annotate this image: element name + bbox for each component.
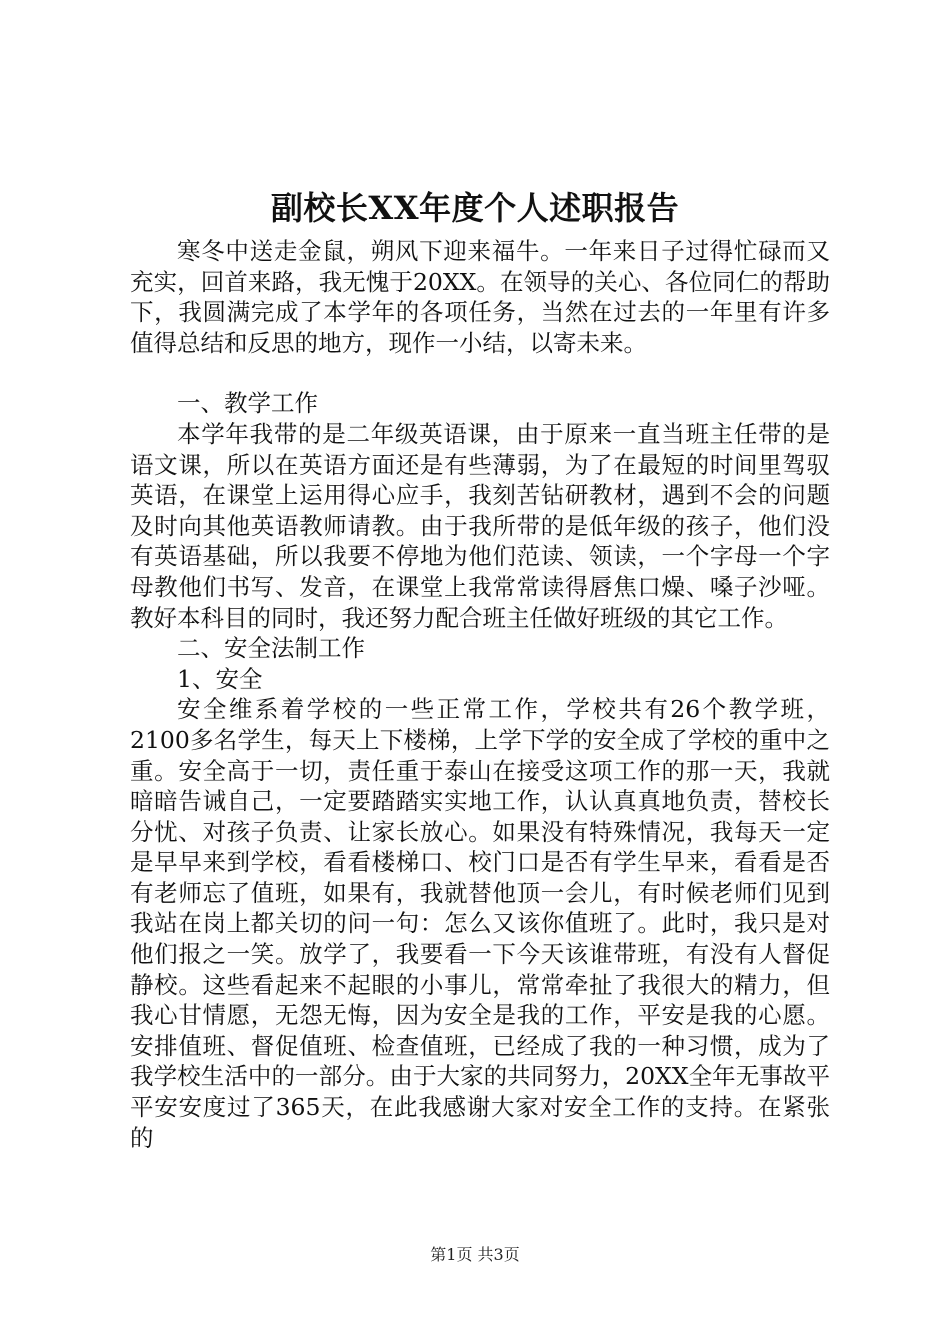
section-heading-teaching: 一、教学工作 [177,389,318,418]
intro-paragraph: 寒冬中送走金鼠，朔风下迎来福牛。一年来日子过得忙碌而又充实，回首来路，我无愧于20XX。在领导的关心、各位同仁的帮助下，我圆满完成了本学年的各项任务，当然在过去的一年里有许多值得总结和反思的地方，现作一小结，以寄未来。 [130,237,830,357]
safety-paragraph: 安全维系着学校的一些正常工作，学校共有26个教学班，2100多名学生，每天上下楼梯，上学下学的安全成了学校的重中之重。安全高于一切，责任重于泰山在接受这项工作的那一天，我就暗暗告诫自己，一定要踏踏实实地工作，认认真真地负责，替校长分忧、对孩子负责、让家长放心。如果没有特殊情况，我每天一定是早早来到学校，看看楼梯口、校门口是否有学生早来，看看是否有老师忘了值班，如果有，我就替他顶一会儿，有时候老师们见到我站在岗上都关切的问一句：怎么又该你值班了。此时，我只是对他们报之一笑。放学了，我要看一下今天该谁带班，有没有人督促静校。这些看起来不起眼的小事儿，常常牵扯了我很大的精力，但我心甘情愿，无怨无悔，因为安全是我的工作，平安是我的心愿。安排值班、督促值班、检查值班，已经成了我的一种习惯，成为了我学校生活中的一部分。由于大家的共同努力，20XX全年无事故平平安安度过了365天，在此我感谢大家对安全工作的支持。在紧张的 [130,695,830,1152]
teaching-paragraph: 本学年我带的是二年级英语课，由于原来一直当班主任带的是语文课，所以在英语方面还是有些薄弱，为了在最短的时间里驾驭英语，在课堂上运用得心应手，我刻苦钻研教材，遇到不会的问题及时向其他英语教师请教。由于我所带的是低年级的孩子，他们没有英语基础，所以我要不停地为他们范读、领读，一个字母一个字母教他们书写、发音，在课堂上我常常读得唇焦口燥、嗓子沙哑。教好本科目的同时，我还努力配合班主任做好班级的其它工作。 [130,419,830,632]
page-footer: 第1页 共3页 [430,1245,520,1264]
document-title: 副校长XX年度个人述职报告 [270,189,680,227]
paragraph-spacer [130,358,830,388]
section-heading-safety-law: 二、安全法制工作 [177,634,365,663]
subsection-heading-safety: 1、安全 [177,664,263,693]
document-body [130,236,830,1153]
